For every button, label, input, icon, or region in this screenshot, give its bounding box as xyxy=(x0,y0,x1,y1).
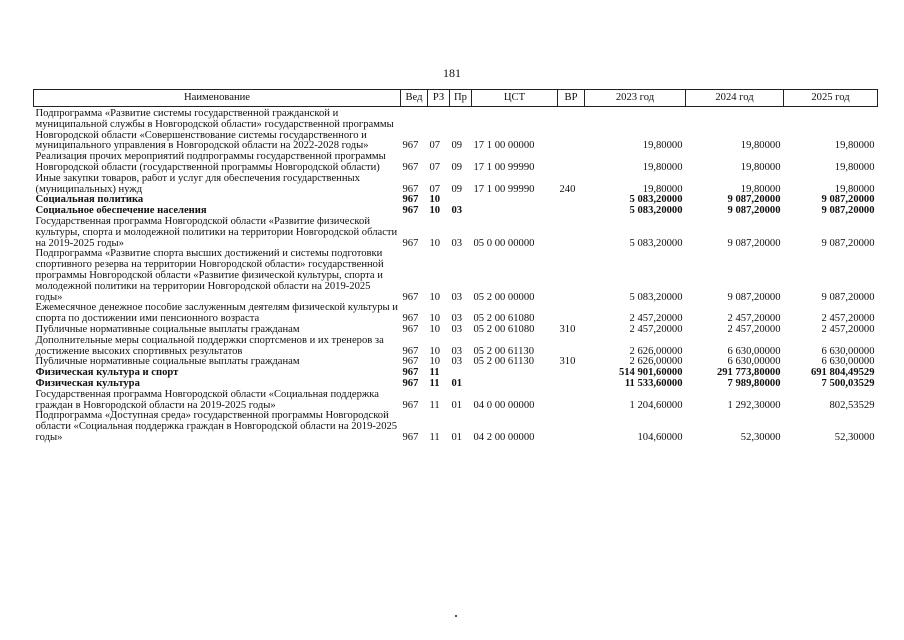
cell-y2023: 19,80000 xyxy=(642,161,683,173)
cell-cst: 17 1 00 99990 xyxy=(473,183,535,195)
cell-rz: 10 xyxy=(429,206,441,217)
cell-ved: 967 xyxy=(402,195,419,206)
cell-vr xyxy=(558,336,585,358)
cell-vr xyxy=(558,107,585,153)
cell-y2023: 5 083,20000 xyxy=(629,291,683,303)
cell-y2023: 5 083,20000 xyxy=(629,195,683,206)
cell-ved: 967 xyxy=(402,237,419,249)
table-row xyxy=(34,206,878,217)
cell-y2024: 2 457,20000 xyxy=(727,324,781,335)
cell-pr: 01 xyxy=(451,378,463,389)
cell-name: Публичные нормативные социальные выплаты гражданам xyxy=(35,357,300,368)
cell-ved: 967 xyxy=(402,399,419,411)
cell-y2025: 19,80000 xyxy=(834,183,875,195)
cell-ved: 967 xyxy=(402,357,419,368)
cell-pr xyxy=(450,368,472,379)
cell-ved: 967 xyxy=(402,183,419,195)
cell-y2025: 6 630,00000 xyxy=(821,357,875,368)
cell-name: Подпрограмма «Развитие спорта высших достижений и системы подготовки спортивного резерва на территории Новгородской области» государственной программы Новгородской области «Развитие физической культуры, спорта и молодежной политики на территории Новгородской области на 2019-2025 годы» xyxy=(35,249,384,303)
cell-pr: 01 xyxy=(451,399,463,411)
cell-vr xyxy=(558,390,585,412)
cell-y2024: 19,80000 xyxy=(740,183,781,195)
cell-ved: 967 xyxy=(402,313,419,325)
cell-vr xyxy=(558,368,585,379)
cell-y2023: 2 626,00000 xyxy=(629,345,683,357)
table-body xyxy=(34,107,878,444)
cell-rz: 07 xyxy=(429,140,441,152)
cell-rz: 07 xyxy=(429,161,441,173)
cell-name: Физическая культура xyxy=(35,378,140,389)
cell-y2023: 19,80000 xyxy=(642,140,683,152)
cell-cst: 05 2 00 61130 xyxy=(473,357,535,368)
cell-y2024: 2 457,20000 xyxy=(727,313,781,325)
cell-y2024: 52,30000 xyxy=(740,431,781,443)
cell-pr: 03 xyxy=(451,324,463,335)
cell-y2023: 2 626,00000 xyxy=(629,357,683,368)
cell-name: Ежемесячное денежное пособие заслуженным деятелям физической культуры и спорта по достижении ими пенсионного возраста xyxy=(35,303,398,325)
cell-pr: 03 xyxy=(451,291,463,303)
cell-vr xyxy=(558,249,585,303)
cell-ved: 967 xyxy=(402,291,419,303)
cell-pr: 03 xyxy=(451,345,463,357)
cell-cst xyxy=(472,206,558,217)
cell-y2024: 9 087,20000 xyxy=(727,195,781,206)
header-rz: РЗ xyxy=(428,90,450,107)
cell-vr: 240 xyxy=(559,183,576,195)
table-row xyxy=(34,174,878,196)
cell-name: Подпрограмма «Доступная среда» государственной программы Новгородской области «Социальная поддержка граждан в Новгородской области на 2019-2025 годы» xyxy=(35,411,398,443)
cell-cst: 17 1 00 00000 xyxy=(473,140,535,152)
cell-y2024: 9 087,20000 xyxy=(727,206,781,217)
cell-vr xyxy=(558,206,585,217)
cell-pr: 03 xyxy=(451,357,463,368)
cell-pr: 09 xyxy=(451,161,463,173)
cell-rz: 10 xyxy=(429,324,441,335)
cell-y2025: 7 500,03529 xyxy=(821,378,875,389)
cell-rz: 10 xyxy=(429,237,441,249)
header-pr: Пр xyxy=(450,90,472,107)
cell-name: Социальная политика xyxy=(35,195,144,206)
cell-rz: 11 xyxy=(429,399,440,411)
cell-cst xyxy=(472,368,558,379)
cell-pr: 09 xyxy=(451,140,463,152)
table-row xyxy=(34,336,878,358)
cell-ved: 967 xyxy=(402,206,419,217)
budget-table xyxy=(33,89,878,444)
cell-y2025: 2 457,20000 xyxy=(821,313,875,325)
cell-pr: 03 xyxy=(451,237,463,249)
header-ved: Вед xyxy=(401,90,428,107)
cell-y2024: 6 630,00000 xyxy=(727,357,781,368)
cell-cst: 04 2 00 00000 xyxy=(473,431,535,443)
cell-name: Публичные нормативные социальные выплаты гражданам xyxy=(35,324,300,335)
header-vr: ВР xyxy=(558,90,585,107)
cell-cst xyxy=(472,195,558,206)
cell-rz: 11 xyxy=(429,431,440,443)
cell-rz: 07 xyxy=(429,183,441,195)
cell-y2023: 11 533,60000 xyxy=(624,378,683,389)
cell-vr xyxy=(558,411,585,443)
header-2023: 2023 год xyxy=(585,90,686,107)
table-row xyxy=(34,303,878,325)
table-row xyxy=(34,357,878,368)
cell-y2025: 691 804,49529 xyxy=(810,368,875,379)
cell-y2023: 2 457,20000 xyxy=(629,313,683,325)
cell-pr: 09 xyxy=(451,183,463,195)
cell-y2025: 9 087,20000 xyxy=(821,291,875,303)
cell-y2023: 19,80000 xyxy=(642,183,683,195)
cell-name: Реализация прочих мероприятий подпрограммы государственной программы Новгородской области (государственной программы Новгородской области) xyxy=(35,152,386,173)
cell-ved: 967 xyxy=(402,140,419,152)
scan-speck xyxy=(455,615,457,617)
cell-ved: 967 xyxy=(402,378,419,389)
cell-cst: 05 0 00 00000 xyxy=(473,237,535,249)
cell-pr: 03 xyxy=(451,206,463,217)
cell-y2024: 19,80000 xyxy=(740,140,781,152)
cell-ved: 967 xyxy=(402,368,419,379)
table-row xyxy=(34,368,878,379)
cell-y2023: 1 204,60000 xyxy=(629,399,683,411)
cell-y2025: 19,80000 xyxy=(834,161,875,173)
cell-name: Подпрограмма «Развитие системы государственной гражданской и муниципальной службы в Новгородской области» государственной программы Новгородской области «Совершенствование системы государственного и муниципального управления в Новгородской области на 2022-2028 годы» xyxy=(35,108,394,152)
table-row xyxy=(34,249,878,303)
cell-pr: 03 xyxy=(451,313,463,325)
cell-vr: 310 xyxy=(559,324,576,335)
cell-rz: 10 xyxy=(429,345,441,357)
cell-name: Социальное обеспечение населения xyxy=(35,206,207,217)
header-2024: 2024 год xyxy=(686,90,784,107)
cell-y2024: 19,80000 xyxy=(740,161,781,173)
cell-ved: 967 xyxy=(402,431,419,443)
cell-name: Иные закупки товаров, работ и услуг для обеспечения государственных (муниципальных) нужд xyxy=(35,173,360,195)
cell-name: Государственная программа Новгородской области «Социальная поддержка граждан в Новгородской области на 2019-2025 годы» xyxy=(35,389,379,411)
table-row xyxy=(34,390,878,412)
cell-y2024: 6 630,00000 xyxy=(727,345,781,357)
header-cst: ЦСТ xyxy=(472,90,558,107)
cell-name: Государственная программа Новгородской области «Развитие физической культуры, спорта и молодежной политики на территории Новгородской области на 2019-2025 годы» xyxy=(35,216,398,249)
cell-y2025: 9 087,20000 xyxy=(821,237,875,249)
cell-cst: 17 1 00 99990 xyxy=(473,161,535,173)
table-row xyxy=(34,217,878,249)
cell-ved: 967 xyxy=(402,324,419,335)
cell-cst: 05 2 00 61080 xyxy=(473,313,535,325)
table-row xyxy=(34,411,878,443)
cell-rz: 10 xyxy=(429,313,441,325)
cell-y2024: 9 087,20000 xyxy=(727,237,781,249)
table-row xyxy=(34,107,878,153)
cell-vr xyxy=(558,303,585,325)
cell-y2023: 5 083,20000 xyxy=(629,237,683,249)
cell-y2025: 19,80000 xyxy=(834,140,875,152)
cell-cst: 04 0 00 00000 xyxy=(473,399,535,411)
cell-y2025: 802,53529 xyxy=(829,399,875,411)
cell-y2023: 2 457,20000 xyxy=(629,324,683,335)
cell-cst: 05 2 00 00000 xyxy=(473,291,535,303)
cell-y2023: 514 901,60000 xyxy=(618,368,683,379)
table-row xyxy=(34,325,878,336)
table-row xyxy=(34,152,878,174)
cell-y2025: 52,30000 xyxy=(834,431,875,443)
table-row xyxy=(34,379,878,390)
cell-rz: 10 xyxy=(429,195,441,206)
cell-y2025: 6 630,00000 xyxy=(821,345,875,357)
cell-ved: 967 xyxy=(402,345,419,357)
cell-y2025: 9 087,20000 xyxy=(821,206,875,217)
cell-cst xyxy=(472,379,558,390)
cell-name: Физическая культура и спорт xyxy=(35,368,179,379)
cell-ved: 967 xyxy=(402,161,419,173)
cell-y2025: 2 457,20000 xyxy=(821,324,875,335)
cell-vr xyxy=(558,379,585,390)
cell-cst: 05 2 00 61130 xyxy=(473,345,535,357)
cell-vr xyxy=(558,152,585,174)
cell-rz: 11 xyxy=(429,378,440,389)
cell-rz: 10 xyxy=(429,357,441,368)
cell-pr xyxy=(450,195,472,206)
page-number: 181 xyxy=(443,66,461,80)
cell-vr xyxy=(558,195,585,206)
cell-rz: 11 xyxy=(429,368,440,379)
cell-cst: 05 2 00 61080 xyxy=(473,324,535,335)
cell-rz: 10 xyxy=(429,291,441,303)
cell-name: Дополнительные меры социальной поддержки спортсменов и их тренеров за достижение высоких спортивных результатов xyxy=(35,335,384,357)
table-header-row xyxy=(34,90,878,107)
cell-y2025: 9 087,20000 xyxy=(821,195,875,206)
cell-y2023: 5 083,20000 xyxy=(629,206,683,217)
cell-vr xyxy=(558,217,585,249)
cell-y2024: 1 292,30000 xyxy=(727,399,781,411)
cell-y2023: 104,60000 xyxy=(637,431,683,443)
header-name: Наименование xyxy=(34,90,401,107)
cell-y2024: 7 989,80000 xyxy=(727,378,781,389)
cell-y2024: 291 773,80000 xyxy=(716,368,781,379)
cell-y2024: 9 087,20000 xyxy=(727,291,781,303)
cell-vr: 310 xyxy=(559,357,576,368)
header-2025: 2025 год xyxy=(784,90,878,107)
table-row xyxy=(34,195,878,206)
cell-pr: 01 xyxy=(451,431,463,443)
